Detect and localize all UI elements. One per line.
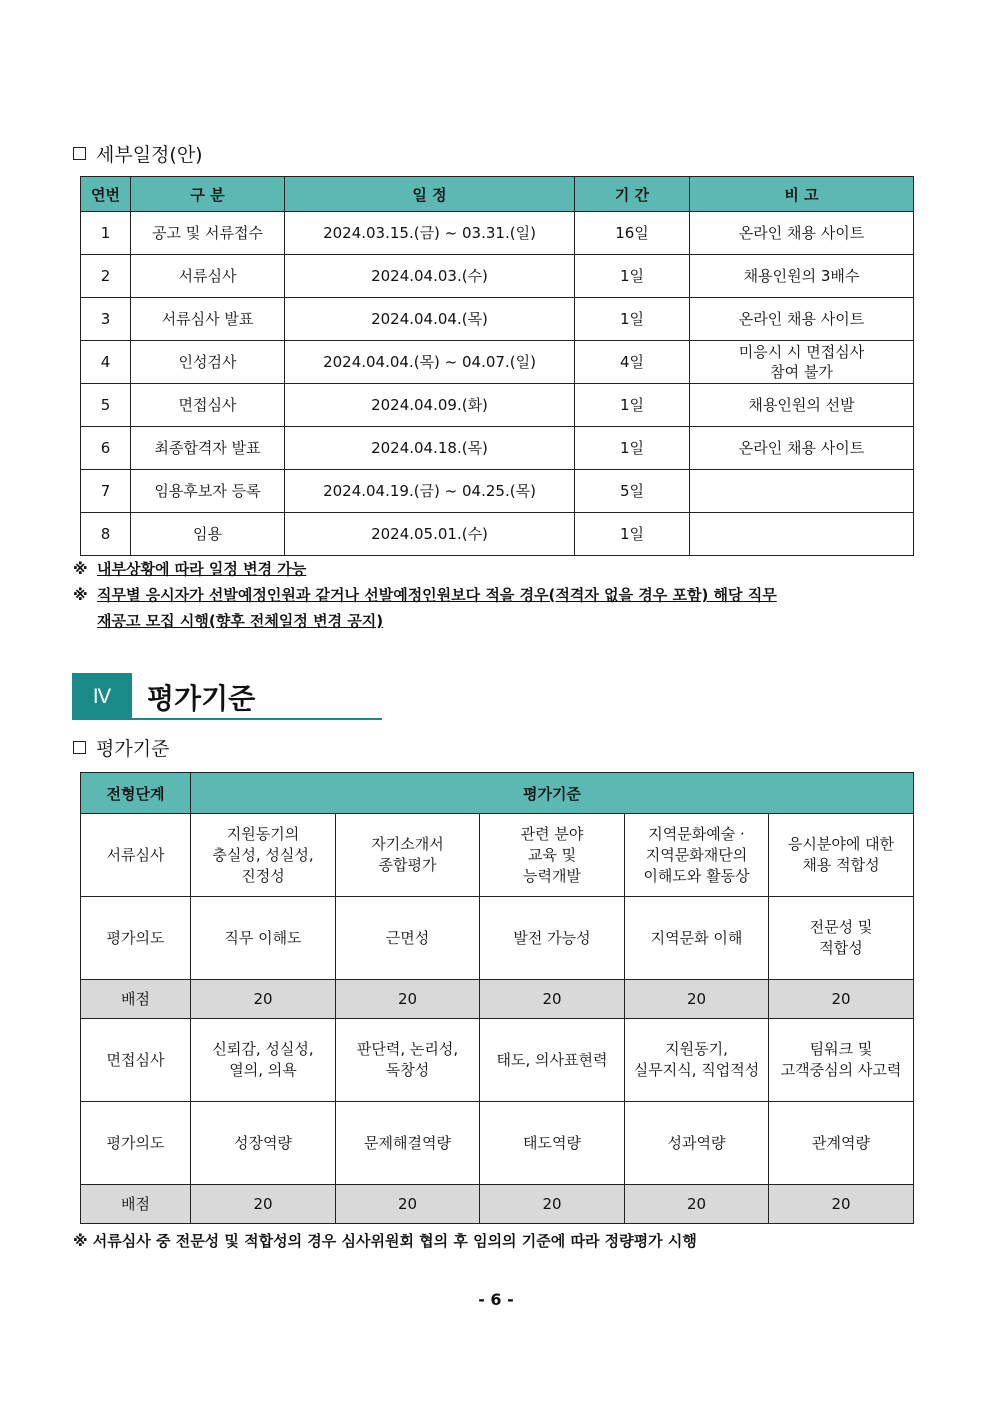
schedule-cell: 1일	[575, 384, 690, 427]
schedule-cell: 2024.04.18.(목)	[285, 427, 575, 470]
schedule-cell: 온라인 채용 사이트	[690, 427, 914, 470]
schedule-cell: 2024.04.03.(수)	[285, 255, 575, 298]
schedule-cell: 4	[81, 341, 131, 384]
checkbox-square-icon	[73, 147, 86, 160]
criteria-row	[81, 980, 914, 1019]
schedule-row	[81, 341, 914, 384]
criteria-cell: 근면성	[336, 897, 480, 980]
schedule-row	[81, 212, 914, 255]
schedule-row	[81, 384, 914, 427]
schedule-cell: 7	[81, 470, 131, 513]
schedule-row	[81, 255, 914, 298]
schedule-row	[81, 470, 914, 513]
schedule-cell	[690, 470, 914, 513]
criteria-cell: 지원동기, 실무지식, 직업적성	[625, 1019, 769, 1102]
checkbox-square-icon	[73, 741, 86, 754]
chapter-underline	[72, 718, 382, 720]
schedule-cell: 2024.04.04.(목) ~ 04.07.(일)	[285, 341, 575, 384]
header-cell: 일 정	[285, 177, 575, 212]
criteria-cell: 지역문화예술 · 지역문화재단의 이해도와 활동상	[625, 814, 769, 897]
schedule-cell: 서류심사 발표	[131, 298, 285, 341]
criteria-cell: 20	[191, 1185, 336, 1224]
chapter-title: 평가기준	[147, 681, 256, 715]
schedule-cell: 서류심사	[131, 255, 285, 298]
criteria-cell: 전문성 및 적합성	[769, 897, 914, 980]
schedule-cell: 면접심사	[131, 384, 285, 427]
header-cell: 구 분	[131, 177, 285, 212]
chapter-heading	[72, 673, 255, 720]
criteria-cell: 신뢰감, 성실성, 열의, 의욕	[191, 1019, 336, 1102]
criteria-cell: 팀워크 및 고객중심의 사고력	[769, 1019, 914, 1102]
note-1: 내부상황에 따라 일정 변경 가능	[97, 560, 307, 578]
schedule-cell: 공고 및 서류접수	[131, 212, 285, 255]
criteria-section-title: 평가기준	[73, 734, 169, 761]
criteria-row-label: 평가의도	[81, 1102, 191, 1185]
schedule-cell: 인성검사	[131, 341, 285, 384]
schedule-cell: 임용후보자 등록	[131, 470, 285, 513]
schedule-header-row	[81, 177, 914, 212]
schedule-cell: 1일	[575, 513, 690, 556]
schedule-cell: 채용인원의 3배수	[690, 255, 914, 298]
schedule-cell: 최종합격자 발표	[131, 427, 285, 470]
schedule-cell: 8	[81, 513, 131, 556]
schedule-cell: 5	[81, 384, 131, 427]
criteria-row-label: 배점	[81, 980, 191, 1019]
chapter-number: Ⅳ	[72, 673, 132, 720]
schedule-cell: 6	[81, 427, 131, 470]
note-mark: ※	[73, 586, 88, 604]
schedule-cell: 1일	[575, 255, 690, 298]
schedule-table	[80, 176, 914, 556]
criteria-cell: 응시분야에 대한 채용 적합성	[769, 814, 914, 897]
criteria-cell: 직무 이해도	[191, 897, 336, 980]
criteria-row	[81, 1102, 914, 1185]
schedule-cell: 2024.04.19.(금) ~ 04.25.(목)	[285, 470, 575, 513]
header-cell: 평가기준	[191, 773, 914, 814]
header-cell: 기 간	[575, 177, 690, 212]
criteria-row-label: 평가의도	[81, 897, 191, 980]
schedule-cell: 1일	[575, 298, 690, 341]
criteria-cell: 관계역량	[769, 1102, 914, 1185]
schedule-cell: 2024.04.04.(목)	[285, 298, 575, 341]
schedule-cell	[690, 513, 914, 556]
page-number: - 6 -	[478, 1290, 514, 1309]
schedule-cell: 미응시 시 면접심사 참여 불가	[690, 341, 914, 384]
criteria-table	[80, 772, 914, 1224]
criteria-cell: 관련 분야 교육 및 능력개발	[480, 814, 625, 897]
header-cell: 연번	[81, 177, 131, 212]
schedule-cell: 2024.03.15.(금) ~ 03.31.(일)	[285, 212, 575, 255]
schedule-cell: 1일	[575, 427, 690, 470]
schedule-cell: 4일	[575, 341, 690, 384]
schedule-cell: 채용인원의 선발	[690, 384, 914, 427]
note-2-line-1: 직무별 응시자가 선발예정인원과 같거나 선발예정인원보다 적을 경우(적격자 없을 경우 포함) 해당 직무	[97, 586, 777, 604]
criteria-cell: 성장역량	[191, 1102, 336, 1185]
criteria-cell: 성과역량	[625, 1102, 769, 1185]
schedule-cell: 2	[81, 255, 131, 298]
schedule-cell: 2024.04.09.(화)	[285, 384, 575, 427]
criteria-cell: 문제해결역량	[336, 1102, 480, 1185]
criteria-cell: 20	[769, 980, 914, 1019]
criteria-row-label: 면접심사	[81, 1019, 191, 1102]
schedule-row	[81, 427, 914, 470]
note-mark: ※	[73, 560, 88, 578]
criteria-cell: 판단력, 논리성, 독창성	[336, 1019, 480, 1102]
schedule-cell: 온라인 채용 사이트	[690, 298, 914, 341]
criteria-cell: 태도, 의사표현력	[480, 1019, 625, 1102]
note-2-line-2: 재공고 모집 시행(향후 전체일정 변경 공지)	[97, 612, 384, 630]
criteria-row	[81, 1185, 914, 1224]
schedule-cell: 3	[81, 298, 131, 341]
header-cell: 비 고	[690, 177, 914, 212]
criteria-cell: 20	[625, 980, 769, 1019]
criteria-cell: 20	[769, 1185, 914, 1224]
schedule-cell: 온라인 채용 사이트	[690, 212, 914, 255]
schedule-cell: 5일	[575, 470, 690, 513]
criteria-cell: 20	[480, 980, 625, 1019]
criteria-cell: 태도역량	[480, 1102, 625, 1185]
criteria-cell: 20	[336, 1185, 480, 1224]
schedule-row	[81, 298, 914, 341]
criteria-row-label: 배점	[81, 1185, 191, 1224]
criteria-row-label: 서류심사	[81, 814, 191, 897]
criteria-row	[81, 814, 914, 897]
criteria-cell: 20	[625, 1185, 769, 1224]
criteria-cell: 자기소개서 종합평가	[336, 814, 480, 897]
schedule-cell: 2024.05.01.(수)	[285, 513, 575, 556]
schedule-row	[81, 513, 914, 556]
criteria-cell: 20	[480, 1185, 625, 1224]
criteria-cell: 20	[191, 980, 336, 1019]
schedule-cell: 임용	[131, 513, 285, 556]
criteria-row	[81, 1019, 914, 1102]
criteria-row	[81, 897, 914, 980]
schedule-notes	[73, 556, 777, 634]
criteria-cell: 지역문화 이해	[625, 897, 769, 980]
criteria-cell: 지원동기의 충실성, 성실성, 진정성	[191, 814, 336, 897]
criteria-header-row	[81, 773, 914, 814]
criteria-cell: 발전 가능성	[480, 897, 625, 980]
criteria-cell: 20	[336, 980, 480, 1019]
criteria-footnote: ※ 서류심사 중 전문성 및 적합성의 경우 심사위원회 협의 후 임의의 기준에 따라 정량평가 시행	[73, 1232, 697, 1250]
schedule-cell: 16일	[575, 212, 690, 255]
schedule-cell: 1	[81, 212, 131, 255]
header-cell: 전형단계	[81, 773, 191, 814]
schedule-section-title: 세부일정(안)	[73, 140, 203, 167]
